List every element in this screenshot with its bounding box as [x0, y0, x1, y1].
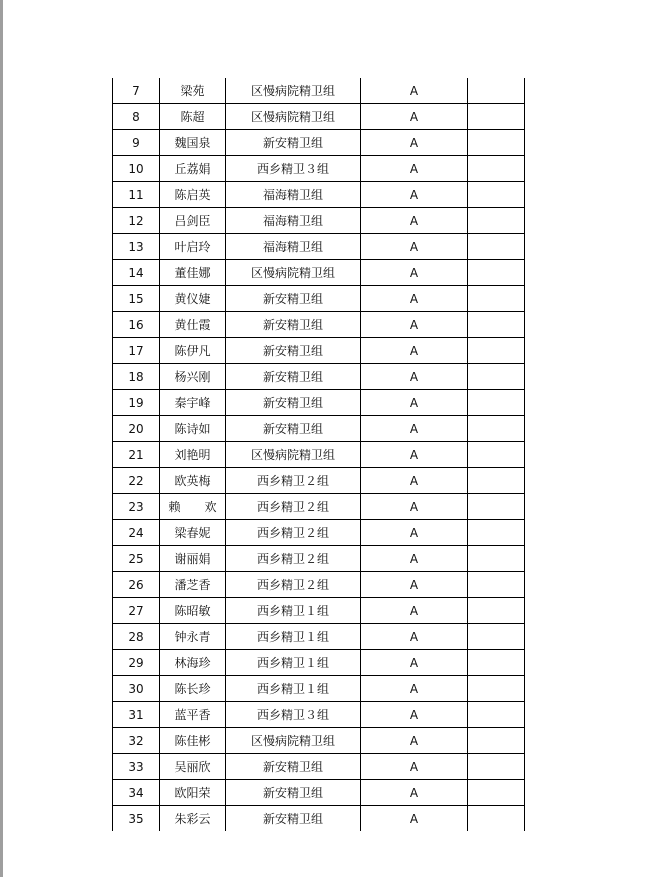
- grade-cell: A: [361, 364, 468, 390]
- name-cell: 秦宇峰: [160, 390, 226, 416]
- row-number-cell: 26: [113, 572, 160, 598]
- table-row: [113, 390, 525, 416]
- note-cell: [468, 520, 525, 546]
- table-row: [113, 338, 525, 364]
- note-cell: [468, 312, 525, 338]
- note-cell: [468, 338, 525, 364]
- table-row: [113, 442, 525, 468]
- group-cell: 新安精卫组: [226, 130, 361, 156]
- note-cell: [468, 702, 525, 728]
- group-cell: 新安精卫组: [226, 364, 361, 390]
- group-cell: 西乡精卫１组: [226, 676, 361, 702]
- group-cell: 西乡精卫３组: [226, 156, 361, 182]
- name-cell: 董佳娜: [160, 260, 226, 286]
- grade-cell: A: [361, 650, 468, 676]
- table-row: [113, 260, 525, 286]
- grade-cell: A: [361, 78, 468, 104]
- name-cell: 欧英梅: [160, 468, 226, 494]
- note-cell: [468, 104, 525, 130]
- grade-cell: A: [361, 234, 468, 260]
- name-cell: 陈昭敏: [160, 598, 226, 624]
- note-cell: [468, 416, 525, 442]
- grade-cell: A: [361, 182, 468, 208]
- row-number-cell: 25: [113, 546, 160, 572]
- note-cell: [468, 676, 525, 702]
- document-page: [3, 0, 656, 877]
- grade-cell: A: [361, 598, 468, 624]
- table-row: [113, 130, 525, 156]
- group-cell: 区慢病院精卫组: [226, 442, 361, 468]
- group-cell: 西乡精卫２组: [226, 468, 361, 494]
- grade-cell: A: [361, 260, 468, 286]
- note-cell: [468, 546, 525, 572]
- note-cell: [468, 286, 525, 312]
- name-cell: 吴丽欣: [160, 754, 226, 780]
- group-cell: 福海精卫组: [226, 234, 361, 260]
- name-cell: 朱彩云: [160, 806, 226, 832]
- row-number-cell: 20: [113, 416, 160, 442]
- name-cell: 钟永青: [160, 624, 226, 650]
- note-cell: [468, 650, 525, 676]
- note-cell: [468, 234, 525, 260]
- name-cell: 陈伊凡: [160, 338, 226, 364]
- grade-cell: A: [361, 130, 468, 156]
- name-cell: 刘艳明: [160, 442, 226, 468]
- table-row: [113, 572, 525, 598]
- note-cell: [468, 208, 525, 234]
- table-row: [113, 234, 525, 260]
- note-cell: [468, 754, 525, 780]
- grade-cell: A: [361, 728, 468, 754]
- row-number-cell: 23: [113, 494, 160, 520]
- note-cell: [468, 442, 525, 468]
- name-cell: 梁苑: [160, 78, 226, 104]
- name-cell: 吕剑臣: [160, 208, 226, 234]
- row-number-cell: 18: [113, 364, 160, 390]
- table-row: [113, 416, 525, 442]
- name-cell: 赖 欢: [160, 494, 226, 520]
- name-cell: 陈启英: [160, 182, 226, 208]
- note-cell: [468, 624, 525, 650]
- note-cell: [468, 780, 525, 806]
- grade-cell: A: [361, 624, 468, 650]
- name-cell: 潘芝香: [160, 572, 226, 598]
- name-cell: 梁春妮: [160, 520, 226, 546]
- group-cell: 新安精卫组: [226, 312, 361, 338]
- note-cell: [468, 728, 525, 754]
- group-cell: 西乡精卫１组: [226, 650, 361, 676]
- row-number-cell: 13: [113, 234, 160, 260]
- table-row: [113, 104, 525, 130]
- grade-cell: A: [361, 442, 468, 468]
- row-number-cell: 12: [113, 208, 160, 234]
- group-cell: 新安精卫组: [226, 754, 361, 780]
- table-row: [113, 520, 525, 546]
- name-cell: 黄仕霞: [160, 312, 226, 338]
- table-row: [113, 78, 525, 104]
- name-cell: 黄仪婕: [160, 286, 226, 312]
- grade-cell: A: [361, 494, 468, 520]
- table-row: [113, 312, 525, 338]
- grade-cell: A: [361, 338, 468, 364]
- table-row: [113, 364, 525, 390]
- grade-cell: A: [361, 546, 468, 572]
- note-cell: [468, 390, 525, 416]
- group-cell: 新安精卫组: [226, 416, 361, 442]
- group-cell: 新安精卫组: [226, 286, 361, 312]
- note-cell: [468, 468, 525, 494]
- table-row: [113, 286, 525, 312]
- name-cell: 丘荔娟: [160, 156, 226, 182]
- name-cell: 陈佳彬: [160, 728, 226, 754]
- note-cell: [468, 130, 525, 156]
- row-number-cell: 31: [113, 702, 160, 728]
- grade-cell: A: [361, 572, 468, 598]
- group-cell: 西乡精卫２组: [226, 494, 361, 520]
- group-cell: 新安精卫组: [226, 390, 361, 416]
- row-number-cell: 21: [113, 442, 160, 468]
- staff-table: [112, 78, 525, 831]
- row-number-cell: 34: [113, 780, 160, 806]
- table-row: [113, 650, 525, 676]
- note-cell: [468, 156, 525, 182]
- table-row: [113, 494, 525, 520]
- grade-cell: A: [361, 780, 468, 806]
- group-cell: 新安精卫组: [226, 806, 361, 832]
- row-number-cell: 7: [113, 78, 160, 104]
- row-number-cell: 11: [113, 182, 160, 208]
- grade-cell: A: [361, 676, 468, 702]
- name-cell: 林海珍: [160, 650, 226, 676]
- grade-cell: A: [361, 754, 468, 780]
- row-number-cell: 35: [113, 806, 160, 832]
- table-row: [113, 546, 525, 572]
- note-cell: [468, 806, 525, 832]
- grade-cell: A: [361, 702, 468, 728]
- note-cell: [468, 572, 525, 598]
- name-cell: 谢丽娟: [160, 546, 226, 572]
- name-cell: 杨兴刚: [160, 364, 226, 390]
- table-row: [113, 728, 525, 754]
- table-row: [113, 806, 525, 832]
- row-number-cell: 9: [113, 130, 160, 156]
- table-row: [113, 156, 525, 182]
- group-cell: 西乡精卫１组: [226, 598, 361, 624]
- group-cell: 区慢病院精卫组: [226, 728, 361, 754]
- group-cell: 新安精卫组: [226, 780, 361, 806]
- group-cell: 区慢病院精卫组: [226, 78, 361, 104]
- note-cell: [468, 494, 525, 520]
- row-number-cell: 14: [113, 260, 160, 286]
- table-row: [113, 468, 525, 494]
- row-number-cell: 29: [113, 650, 160, 676]
- row-number-cell: 27: [113, 598, 160, 624]
- row-number-cell: 32: [113, 728, 160, 754]
- note-cell: [468, 78, 525, 104]
- row-number-cell: 8: [113, 104, 160, 130]
- row-number-cell: 15: [113, 286, 160, 312]
- row-number-cell: 16: [113, 312, 160, 338]
- group-cell: 西乡精卫２组: [226, 546, 361, 572]
- group-cell: 福海精卫组: [226, 182, 361, 208]
- grade-cell: A: [361, 312, 468, 338]
- name-cell: 陈长珍: [160, 676, 226, 702]
- name-cell: 欧阳荣: [160, 780, 226, 806]
- grade-cell: A: [361, 806, 468, 832]
- group-cell: 区慢病院精卫组: [226, 260, 361, 286]
- group-cell: 西乡精卫２组: [226, 520, 361, 546]
- note-cell: [468, 598, 525, 624]
- row-number-cell: 28: [113, 624, 160, 650]
- grade-cell: A: [361, 520, 468, 546]
- table-row: [113, 754, 525, 780]
- note-cell: [468, 364, 525, 390]
- grade-cell: A: [361, 286, 468, 312]
- table-row: [113, 208, 525, 234]
- note-cell: [468, 182, 525, 208]
- table-row: [113, 702, 525, 728]
- name-cell: 陈诗如: [160, 416, 226, 442]
- group-cell: 福海精卫组: [226, 208, 361, 234]
- row-number-cell: 24: [113, 520, 160, 546]
- table-row: [113, 780, 525, 806]
- name-cell: 魏国泉: [160, 130, 226, 156]
- row-number-cell: 33: [113, 754, 160, 780]
- row-number-cell: 17: [113, 338, 160, 364]
- name-cell: 陈超: [160, 104, 226, 130]
- name-cell: 蓝平香: [160, 702, 226, 728]
- row-number-cell: 22: [113, 468, 160, 494]
- grade-cell: A: [361, 156, 468, 182]
- table-row: [113, 182, 525, 208]
- grade-cell: A: [361, 104, 468, 130]
- name-cell: 叶启玲: [160, 234, 226, 260]
- row-number-cell: 19: [113, 390, 160, 416]
- grade-cell: A: [361, 390, 468, 416]
- note-cell: [468, 260, 525, 286]
- row-number-cell: 30: [113, 676, 160, 702]
- group-cell: 西乡精卫１组: [226, 624, 361, 650]
- group-cell: 西乡精卫３组: [226, 702, 361, 728]
- row-number-cell: 10: [113, 156, 160, 182]
- grade-cell: A: [361, 416, 468, 442]
- table-row: [113, 624, 525, 650]
- grade-cell: A: [361, 208, 468, 234]
- group-cell: 新安精卫组: [226, 338, 361, 364]
- table-body: [113, 78, 525, 831]
- grade-cell: A: [361, 468, 468, 494]
- group-cell: 区慢病院精卫组: [226, 104, 361, 130]
- table-row: [113, 676, 525, 702]
- table-row: [113, 598, 525, 624]
- group-cell: 西乡精卫２组: [226, 572, 361, 598]
